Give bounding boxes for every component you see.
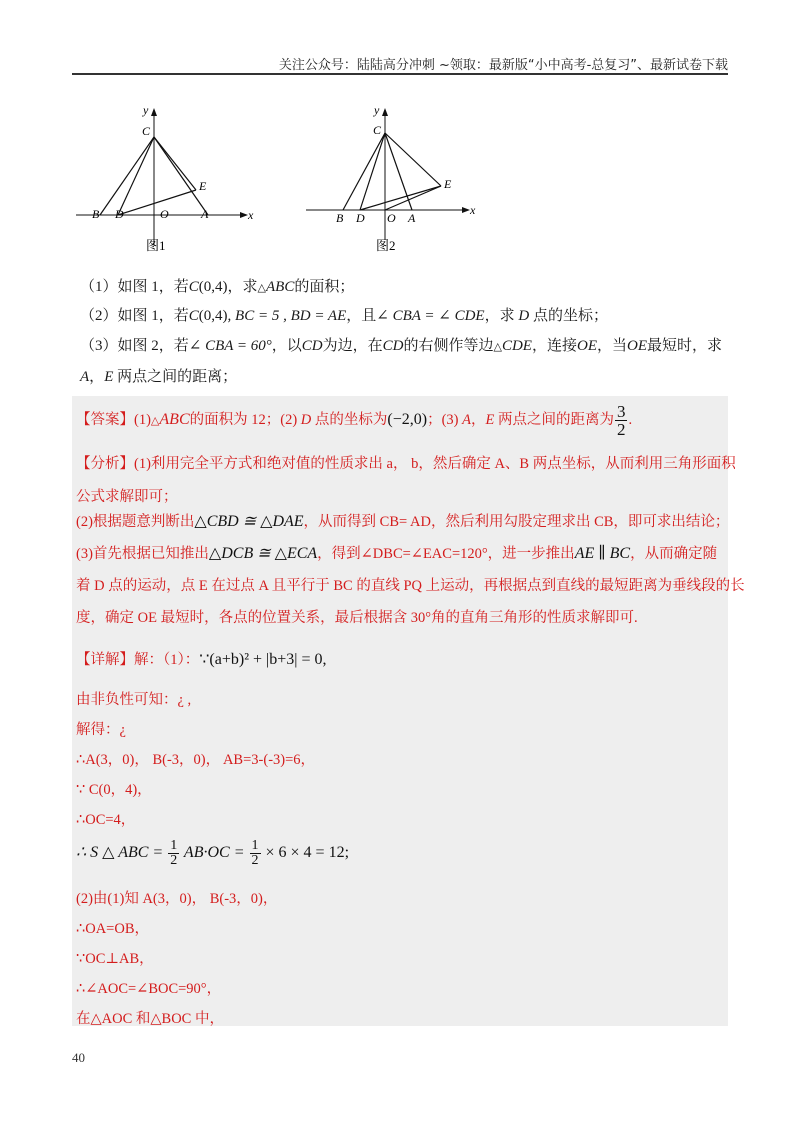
analysis-text: (3)首先根据已知推出	[76, 546, 209, 562]
segment-de	[360, 186, 441, 210]
analysis-line-5: 着 D 点的运动，点 E 在过点 A 且平行于 BC 的直线 PQ 上运动，再根据点到直线的最短距离为垂线段的长	[76, 578, 745, 594]
segment-ce	[154, 137, 196, 190]
label-a: A	[408, 211, 416, 225]
detail-line-11: ∴∠AOC=∠BOC=90°，	[76, 981, 222, 997]
analysis-line-3	[76, 510, 729, 531]
detail-line-8: (2)由(1)知 A(3，0)， B(-3，0)，	[76, 891, 278, 907]
segment-oe	[385, 186, 441, 210]
detail-line-9: ∴OA=OB，	[76, 921, 149, 937]
answer-text: (1)	[134, 411, 151, 428]
q1-point-c: C	[188, 279, 199, 295]
q3-angle: ∠ CBA = 60°	[188, 338, 272, 354]
q3-point-e: E	[104, 369, 114, 385]
answer-text: 两点之间的距离为	[494, 411, 614, 428]
detail-line-5: ∵ C(0，4)，	[76, 782, 152, 798]
detail-line-12: 在△AOC 和△BOC 中，	[76, 1011, 224, 1027]
segment-cd	[118, 137, 154, 215]
analysis-congruence: △CBD ≅ △DAE	[194, 513, 304, 530]
detail-line-3: 解得：¿	[76, 722, 126, 738]
fraction-numerator: 1	[251, 838, 259, 853]
answer-fraction	[615, 403, 628, 438]
segment-ce	[385, 133, 441, 186]
figure-1	[72, 100, 262, 260]
answer-text: 点的坐标为	[311, 411, 388, 428]
label-y: y	[374, 103, 380, 117]
page-header: 关注公众号：陆陆高分冲刺 ~领取：最新版“小中高考-总复习”、最新试卷下载	[278, 58, 728, 73]
q3-text: ，以	[271, 338, 302, 354]
q2-point-d: D	[518, 308, 530, 324]
figure-2-diagram	[300, 100, 500, 260]
analysis-line-4	[76, 542, 717, 563]
detail-line-4: ∴A(3，0)， B(-3，0)， AB=3-(-3)=6，	[76, 752, 316, 768]
triangle-symbol: △	[493, 341, 502, 353]
answer-coord: (−2,0)	[387, 410, 428, 428]
detail-equation: ∵(a+b)² + |b+3| = 0,	[199, 651, 327, 668]
q3-text: ，	[89, 369, 105, 385]
detail-line-2: 由非负性可知：¿ ,	[76, 692, 192, 708]
page-number: 40	[72, 1050, 85, 1065]
q2-text: （2）如图 1，若	[80, 308, 189, 324]
q3-text: 为边，在	[322, 338, 383, 354]
q2-conditions: , BC = 5 , BD = AE	[227, 308, 347, 324]
q1-text: 的面积；	[294, 279, 355, 295]
detail-line-1	[76, 648, 326, 669]
q2-text: ，求	[484, 308, 519, 324]
detail-tag: 【详解】解：（1）：	[76, 652, 200, 668]
fraction-half	[250, 839, 261, 868]
question-3	[80, 336, 722, 357]
analysis-text: ，从而确定随	[630, 546, 718, 562]
q2-text: 点的坐标；	[529, 308, 608, 324]
figure-1-caption: 图1	[146, 238, 166, 253]
area-formula: × 6 × 4 = 12;	[261, 844, 350, 862]
label-x: x	[470, 203, 476, 217]
detail-line-10: ∵OC⊥AB，	[76, 951, 154, 967]
q3-point-a: A	[80, 369, 90, 385]
q2-text: ，且	[346, 308, 377, 324]
q3-text: ，当	[596, 338, 627, 354]
answer-text: ，	[470, 411, 486, 428]
analysis-congruence: △DCB ≅ △ECA	[208, 545, 318, 562]
analysis-text: ，从而得到 CB= AD，然后利用勾股定理求出 CB，即可求出结论；	[303, 514, 730, 530]
area-formula: AB·OC =	[180, 844, 249, 862]
header-rule	[72, 73, 728, 75]
answer-tag: 【答案】	[76, 411, 134, 428]
label-x: x	[248, 208, 254, 222]
label-b: B	[92, 207, 100, 221]
answer-text: .	[628, 411, 633, 428]
q2-point-c: C	[188, 308, 199, 324]
label-o: O	[160, 207, 169, 221]
fraction-numerator: 1	[170, 838, 178, 853]
figure-2	[300, 100, 500, 260]
q1-text: ，求	[227, 279, 258, 295]
x-axis-arrow	[240, 212, 248, 218]
analysis-text: (2)根据题意判断出	[76, 514, 195, 530]
q3-text: 最短时，求	[647, 338, 723, 354]
fraction-numerator: 3	[616, 402, 626, 421]
detail-line-7	[76, 839, 349, 868]
q3-cd: CD	[382, 338, 404, 354]
q3-oe: OE	[627, 338, 647, 354]
analysis-parallel: AE ∥ BC	[574, 545, 631, 562]
q3-text: 两点之间的距离；	[113, 369, 238, 385]
y-axis-arrow	[382, 108, 388, 116]
label-y: y	[143, 103, 149, 117]
q3-text: 的右侧作等边	[403, 338, 494, 354]
label-b: B	[336, 211, 344, 225]
label-e: E	[199, 179, 207, 193]
question-2	[80, 306, 608, 326]
fraction-denominator: 2	[616, 420, 626, 439]
analysis-text: ，得到∠DBC=∠EAC=120°，进一步推出	[317, 546, 575, 562]
triangle-symbol: △	[150, 414, 160, 427]
q3-triangle: CDE	[501, 338, 532, 354]
question-3-continued	[80, 367, 237, 387]
q1-text: （1）如图 1，若	[80, 279, 189, 295]
answer-text: ；(3)	[427, 411, 463, 428]
label-a: A	[201, 207, 209, 221]
fraction-denominator: 2	[251, 853, 259, 868]
analysis-line-1: 【分析】(1)利用完全平方式和绝对值的性质求出 a， b，然后确定 A、B 两点坐标，从而利用三角形面积	[76, 456, 736, 472]
triangle-symbol: △	[257, 282, 267, 294]
detail-line-6: ∴OC=4，	[76, 812, 136, 828]
analysis-line-6: 度，确定 OE 最短时，各点的位置关系，最后根据含 30°角的直角三角形的性质求解即可.	[76, 610, 638, 626]
label-d: D	[356, 211, 365, 225]
q2-angles: ∠ CBA = ∠ CDE	[376, 308, 485, 324]
figure-2-caption: 图2	[376, 238, 396, 253]
area-formula: ∴ S △ ABC =	[76, 844, 168, 862]
label-c: C	[373, 123, 382, 137]
answer-point-a: A	[462, 411, 471, 428]
q1-coord: (0,4)	[198, 279, 228, 295]
answer-point-d: D	[300, 411, 312, 428]
label-e: E	[444, 177, 452, 191]
answer-triangle: ABC	[159, 410, 190, 428]
segment-cb	[100, 137, 154, 215]
q1-triangle: ABC	[266, 279, 295, 295]
label-c: C	[142, 124, 151, 138]
answer-line	[76, 403, 632, 438]
figure-1-diagram	[72, 100, 262, 260]
q3-cd: CD	[301, 338, 323, 354]
segment-de	[118, 190, 196, 215]
y-axis-arrow	[151, 108, 157, 116]
answer-point-e: E	[485, 411, 495, 428]
q2-coord: (0,4)	[198, 308, 228, 324]
question-1	[80, 277, 354, 298]
x-axis-arrow	[462, 207, 470, 213]
q3-oe: OE	[576, 338, 597, 354]
q3-text: （3）如图 2，若	[80, 338, 189, 354]
q3-text: ，连接	[531, 338, 577, 354]
segment-ca	[154, 137, 208, 215]
analysis-line-2: 公式求解即可；	[76, 489, 178, 505]
answer-text: 的面积为 12；(2)	[189, 411, 301, 428]
label-d: D	[115, 207, 124, 221]
label-o: O	[387, 211, 396, 225]
fraction-half	[168, 839, 179, 868]
fraction-denominator: 2	[170, 853, 178, 868]
